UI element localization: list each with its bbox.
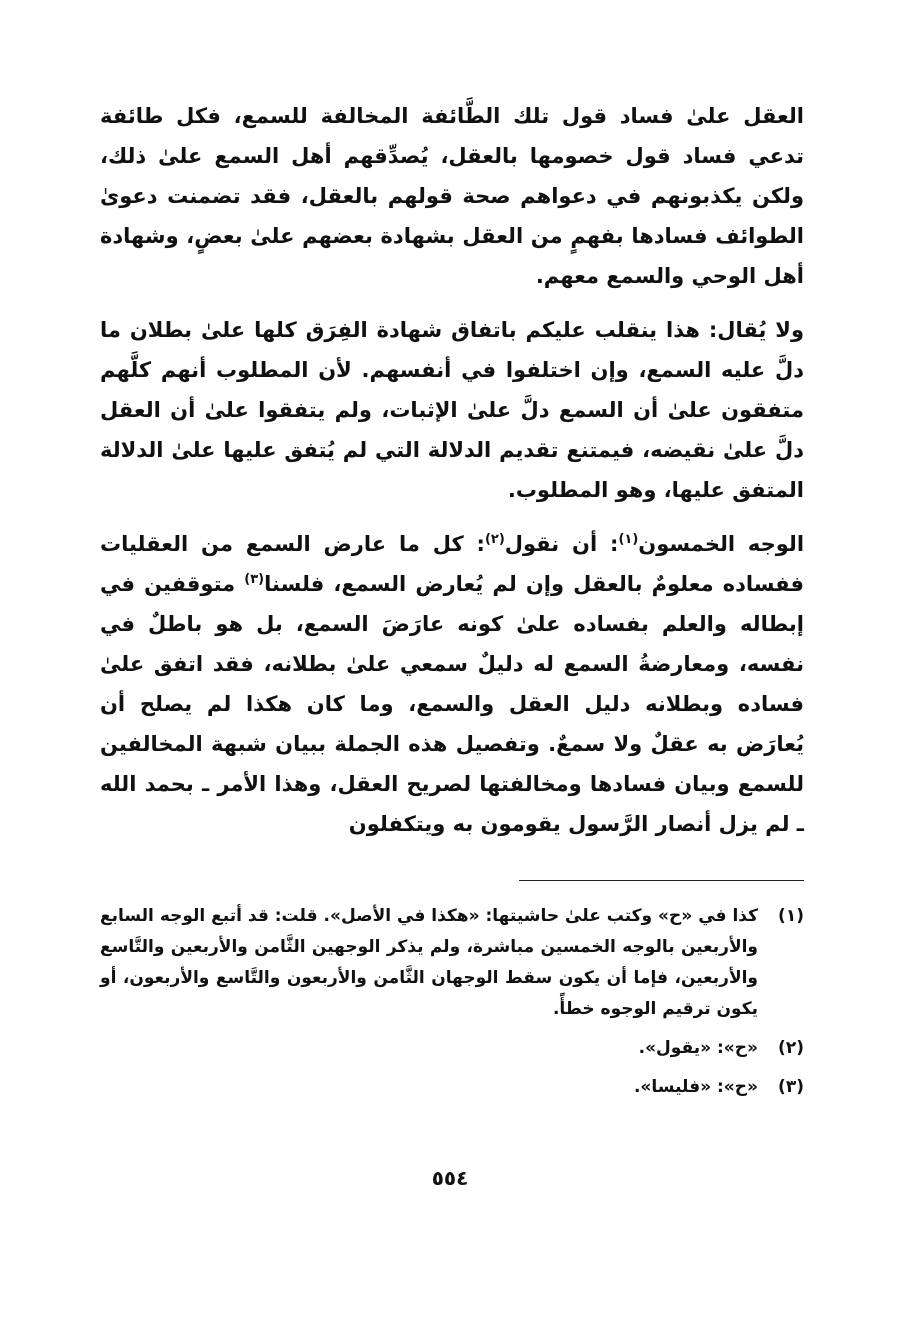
footnote-separator-wrap bbox=[100, 858, 804, 901]
footnote-ref-2[interactable]: (٢) bbox=[484, 532, 505, 547]
footnote-separator bbox=[519, 880, 804, 881]
footnote-3 bbox=[100, 1072, 804, 1103]
paragraph-3 bbox=[100, 524, 804, 844]
footnote-1 bbox=[100, 901, 804, 1025]
footnote-text: «ح»: «فليسا». bbox=[633, 1077, 758, 1097]
paragraph-1: العقل علىٰ فساد قول تلك الطَّائفة المخالفة للسمع، فكل طائفة تدعي فساد قول خصومها بالعقل، يُصدِّقهم أهل السمع علىٰ ذلك، ولكن يكذبونهم في دعواهم صحة قولهم بالعقل، فقد تضمنت دعوىٰ الطوائف فسادها بفهمٍ من العقل بشهادة بعضهم علىٰ بعضٍ، وشهادة أهل الوحي والسمع معهم. bbox=[100, 104, 804, 288]
footnote-text: «ح»: «يقول». bbox=[638, 1038, 758, 1058]
footnote-number: (٣) bbox=[778, 1077, 804, 1097]
paragraph-3-part-2: : كل ما عارض السمع من العقليات ففساده معلومٌ بالعقل وإن لم يُعارض السمع، فلسنا bbox=[100, 532, 804, 596]
section-heading: الوجه الخمسون bbox=[638, 532, 805, 556]
footnote-number: (١) bbox=[778, 906, 804, 926]
paragraph-2: ولا يُقال: هذا ينقلب عليكم باتفاق شهادة الفِرَق كلها علىٰ بطلان ما دلَّ عليه السمع، وإن اختلفوا في أنفسهم. لأن المطلوب أنهم كلَّهم متفقون علىٰ أن السمع دلَّ علىٰ الإثبات، ولم يتفقوا علىٰ أن العقل دلَّ علىٰ نقيضه، فيمتنع تقديم الدلالة التي لم يُتفق عليها علىٰ الدلالة المتفق عليها، وهو المطلوب. bbox=[100, 318, 804, 502]
paragraph-3-part-3: متوقفين في إبطاله والعلم بفساده علىٰ كونه عارَضَ السمع، بل هو باطلٌ في نفسه، ومعارضةُ السمع له دليلٌ سمعي علىٰ بطلانه، فقد اتفق علىٰ فساده وبطلانه دليل العقل والسمع، وما كان هكذا لم يصلح أن يُعارَض به عقلٌ ولا سمعٌ. وتفصيل هذه الجملة ببيان شبهة المخالفين للسمع وبيان فسادها ومخالفتها لصريح العقل، وهذا الأمر ـ بحمد الله ـ لم يزل أنصار الرَّسول يقومون به ويتكفلون bbox=[100, 572, 804, 836]
footnote-2 bbox=[100, 1033, 804, 1064]
footnote-number: (٢) bbox=[778, 1038, 804, 1058]
page-number: ٥٥٤ bbox=[431, 1166, 469, 1190]
footnote-ref-3[interactable]: (٣) bbox=[244, 572, 265, 587]
paragraph-3-part-1: : أن نقول bbox=[504, 532, 619, 556]
footnote-text: كذا في «ح» وكتب علىٰ حاشيتها: «هكذا في الأصل». قلت: قد أتبع الوجه السابع والأربعين بالوجه الخمسين مباشرة، ولم يذكر الوجهين الثَّامن والأربعين والتَّاسع والأربعين، فإما أن يكون سقط الوجهان الثَّامن والأربعون والتَّاسع والأربعون، أو يكون ترقيم الوجوه خطأً. bbox=[100, 906, 758, 1019]
footnotes bbox=[100, 901, 804, 1103]
footnote-ref-1[interactable]: (١) bbox=[618, 532, 639, 547]
page-body bbox=[100, 96, 804, 1111]
